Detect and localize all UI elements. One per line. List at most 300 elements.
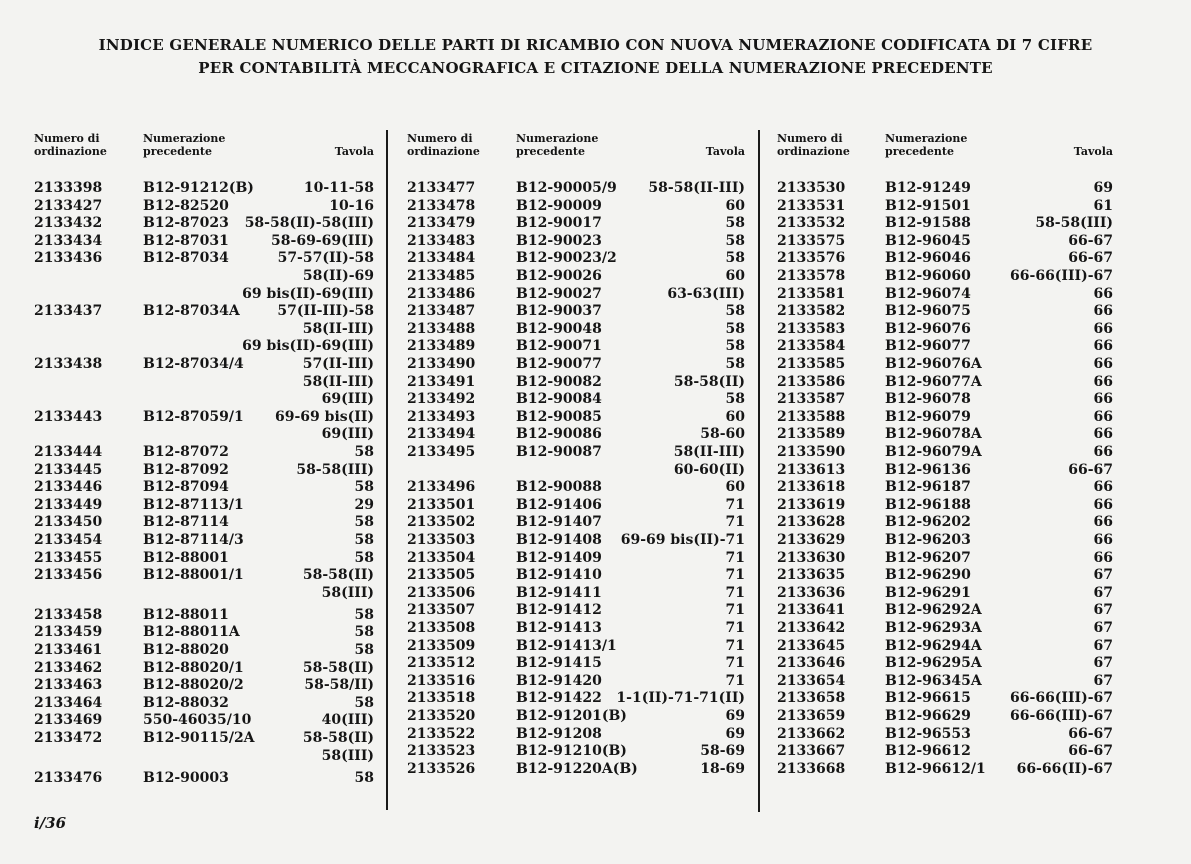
table-row	[34, 729, 374, 747]
table-row	[34, 390, 374, 408]
numerazione-precedente: B12-91412	[516, 602, 602, 619]
numerazione-precedente: B12-96074	[885, 285, 971, 302]
tavola-value: 66-66(III)-67	[1010, 268, 1113, 284]
table-row	[407, 672, 745, 690]
table-row	[407, 601, 745, 619]
numerazione-precedente: B12-96046	[885, 250, 971, 267]
table-row	[34, 769, 374, 787]
table-row	[777, 619, 1113, 637]
tavola-value: 71	[725, 549, 745, 566]
numero-ordinazione: 2133455	[34, 549, 103, 566]
header-numero-line-1: Numero di	[777, 132, 843, 145]
numerazione-precedente: B12-90077	[516, 356, 602, 372]
table-row	[407, 320, 745, 338]
numerazione-precedente: B12-90087	[516, 444, 602, 460]
numerazione-precedente: B12-88001	[143, 549, 229, 566]
tavola-value: 60	[725, 408, 745, 425]
numero-ordinazione: 2133503	[407, 532, 476, 548]
tavola-value: 58(II-III)	[302, 320, 374, 337]
numero-ordinazione: 2133583	[777, 320, 846, 337]
table-row	[407, 461, 745, 479]
tavola-value: 58-58(II)	[302, 567, 374, 584]
header-numerazione	[143, 132, 225, 158]
numero-ordinazione: 2133449	[34, 496, 103, 513]
numero-ordinazione: 2133398	[34, 180, 103, 196]
numero-ordinazione: 2133487	[407, 303, 476, 320]
tavola-value: 58	[725, 320, 745, 337]
table-row	[777, 549, 1113, 567]
tavola-value: 58	[354, 606, 374, 623]
header-numerazione-line-1: Numerazione	[143, 132, 226, 145]
numerazione-precedente: B12-96078A	[885, 426, 982, 443]
numero-ordinazione: 2133437	[34, 303, 103, 320]
tavola-value: 66	[1093, 338, 1113, 355]
tavola-value: 69(III)	[321, 391, 374, 408]
numero-ordinazione: 2133501	[407, 496, 476, 513]
header-numero	[34, 132, 107, 158]
tavola-value: 58	[354, 549, 374, 566]
numero-ordinazione: 2133438	[34, 356, 103, 372]
numerazione-precedente: B12-91210(B)	[516, 743, 627, 760]
tavola-value: 58	[725, 391, 745, 408]
numerazione-precedente: B12-82520	[143, 197, 229, 214]
numerazione-precedente: B12-96291	[885, 584, 971, 601]
table-row	[407, 267, 745, 285]
numero-ordinazione: 2133493	[407, 408, 476, 425]
numero-ordinazione: 2133507	[407, 602, 476, 619]
numero-ordinazione: 2133461	[34, 642, 103, 658]
tavola-value: 66	[1093, 549, 1113, 566]
numerazione-precedente: B12-91212(B)	[143, 180, 254, 196]
numero-ordinazione: 2133456	[34, 567, 103, 584]
tavola-value: 1-1(II)-71-71(II)	[616, 690, 745, 707]
tavola-value: 58-58(II)	[673, 373, 745, 390]
numero-ordinazione: 2133432	[34, 215, 103, 232]
tavola-value: 58	[725, 232, 745, 249]
numerazione-precedente: B12-96202	[885, 514, 971, 531]
table-row	[407, 654, 745, 672]
tavola-value: 58(III)	[321, 747, 374, 764]
numerazione-precedente: B12-88020/1	[143, 659, 244, 676]
numero-ordinazione: 2133518	[407, 690, 476, 707]
tavola-value: 66	[1093, 391, 1113, 408]
table-row	[34, 659, 374, 677]
table-row	[34, 676, 374, 694]
table-row	[407, 355, 745, 373]
table-row	[777, 197, 1113, 215]
numerazione-precedente: B12-96293A	[885, 620, 982, 636]
index-column-3	[777, 132, 1113, 777]
tavola-value: 63-63(III)	[667, 285, 745, 302]
tavola-value: 58-58(III)	[296, 461, 374, 478]
numerazione-precedente: B12-90023/2	[516, 250, 617, 267]
tavola-value: 71	[725, 620, 745, 636]
numero-ordinazione: 2133446	[34, 479, 103, 496]
tavola-value: 66-67	[1068, 461, 1113, 478]
header-numerazione-line-2: precedente	[885, 145, 954, 158]
numero-ordinazione: 2133581	[777, 285, 846, 302]
table-row	[34, 337, 374, 355]
tavola-value: 58	[354, 514, 374, 531]
tavola-value: 58(II-III)	[302, 373, 374, 390]
numero-ordinazione: 2133477	[407, 180, 476, 196]
numerazione-precedente: B12-96292A	[885, 602, 982, 619]
tavola-value: 57(II-III)	[302, 356, 374, 372]
numerazione-precedente: B12-91415	[516, 655, 602, 672]
table-row	[34, 355, 374, 373]
numero-ordinazione: 2133508	[407, 620, 476, 636]
tavola-value: 58-60	[700, 426, 745, 443]
table-row	[777, 461, 1113, 479]
numero-ordinazione: 2133459	[34, 624, 103, 641]
numerazione-precedente: B12-91406	[516, 496, 602, 513]
numero-ordinazione: 2133472	[34, 730, 103, 746]
numero-ordinazione: 2133489	[407, 338, 476, 355]
tavola-value: 71	[725, 672, 745, 689]
table-row	[777, 637, 1113, 655]
table-row	[407, 478, 745, 496]
tavola-value: 69-69 bis(II)	[275, 408, 374, 425]
numero-ordinazione: 2133630	[777, 549, 846, 566]
numerazione-precedente: B12-90017	[516, 215, 602, 232]
tavola-value: 58-58(II)	[302, 659, 374, 676]
header-numerazione-line-2: precedente	[143, 145, 212, 158]
tavola-value: 71	[725, 567, 745, 584]
numero-ordinazione: 2133516	[407, 672, 476, 689]
numerazione-precedente: B12-96207	[885, 549, 971, 566]
table-row	[777, 443, 1113, 461]
numero-ordinazione: 2133589	[777, 426, 846, 443]
numerazione-precedente: B12-88020/2	[143, 677, 244, 694]
numero-ordinazione: 2133658	[777, 690, 846, 707]
table-row	[777, 267, 1113, 285]
table-row	[407, 425, 745, 443]
numero-ordinazione: 2133427	[34, 197, 103, 214]
numero-ordinazione: 2133588	[777, 408, 846, 425]
numero-ordinazione: 2133505	[407, 567, 476, 584]
numero-ordinazione: 2133578	[777, 268, 846, 284]
table-row	[34, 641, 374, 659]
header-numerazione-line-1: Numerazione	[885, 132, 968, 145]
numero-ordinazione: 2133582	[777, 303, 846, 320]
table-row	[34, 285, 374, 303]
tavola-value: 58	[354, 694, 374, 711]
tavola-value: 66-66(III)-67	[1010, 690, 1113, 707]
tavola-value: 58	[725, 338, 745, 355]
header-numerazione-line-2: precedente	[516, 145, 585, 158]
numero-ordinazione: 2133520	[407, 708, 476, 724]
table-row	[777, 337, 1113, 355]
tavola-value: 71	[725, 637, 745, 654]
numerazione-precedente: B12-87034A	[143, 303, 240, 320]
tavola-value: 66	[1093, 514, 1113, 531]
tavola-value: 69	[1093, 180, 1113, 196]
numero-ordinazione: 2133523	[407, 743, 476, 760]
numerazione-precedente: B12-96076A	[885, 356, 982, 372]
numero-ordinazione: 2133587	[777, 391, 846, 408]
table-row	[34, 443, 374, 461]
numerazione-precedente: B12-96612	[885, 743, 971, 760]
tavola-value: 66	[1093, 373, 1113, 390]
numerazione-precedente: B12-88032	[143, 694, 229, 711]
page-title-line-1: INDICE GENERALE NUMERICO DELLE PARTI DI RICAMBIO CON NUOVA NUMERAZIONE CODIFICATA DI 7 CIFRE	[98, 36, 1093, 54]
numerazione-precedente: B12-88011	[143, 606, 229, 623]
tavola-value: 67	[1093, 637, 1113, 654]
numerazione-precedente: B12-90071	[516, 338, 602, 355]
tavola-value: 58(II-III)	[673, 444, 745, 460]
table-row	[34, 496, 374, 514]
numero-ordinazione: 2133488	[407, 320, 476, 337]
column-divider	[386, 130, 388, 810]
table-row	[407, 197, 745, 215]
tavola-value: 10-16	[329, 197, 374, 214]
tavola-value: 58	[354, 444, 374, 460]
tavola-value: 66	[1093, 496, 1113, 513]
column-header	[34, 132, 374, 176]
table-row	[34, 373, 374, 391]
numerazione-precedente: B12-87031	[143, 232, 229, 249]
table-row	[407, 443, 745, 461]
tavola-value: 58-58(II-III)	[648, 180, 745, 196]
header-numero-line-2: ordinazione	[407, 145, 480, 158]
table-row	[407, 725, 745, 743]
numerazione-precedente: B12-96076	[885, 320, 971, 337]
numerazione-precedente: B12-96075	[885, 303, 971, 320]
tavola-value: 58-58(III)	[1035, 215, 1113, 232]
table-row	[407, 619, 745, 637]
tavola-value: 58-69	[700, 743, 745, 760]
numero-ordinazione: 2133641	[777, 602, 846, 619]
numerazione-precedente: B12-87059/1	[143, 408, 244, 425]
tavola-value: 18-69	[700, 760, 745, 777]
numero-ordinazione: 2133494	[407, 426, 476, 443]
numerazione-precedente: B12-96295A	[885, 655, 982, 672]
numerazione-precedente: B12-91249	[885, 180, 971, 196]
tavola-value: 60	[725, 479, 745, 496]
table-row	[34, 179, 374, 197]
numerazione-precedente: B12-91413/1	[516, 637, 617, 654]
table-row	[777, 531, 1113, 549]
numero-ordinazione: 2133619	[777, 496, 846, 513]
tavola-value: 58	[725, 356, 745, 372]
table-row	[777, 373, 1113, 391]
table-row	[407, 584, 745, 602]
tavola-value: 58	[354, 624, 374, 641]
tavola-value: 69	[725, 708, 745, 724]
table-row	[34, 302, 374, 320]
numerazione-precedente: B12-91410	[516, 567, 602, 584]
tavola-value: 66	[1093, 285, 1113, 302]
numerazione-precedente: B12-90115/2A	[143, 730, 255, 746]
column-header	[407, 132, 745, 176]
numero-ordinazione: 2133436	[34, 250, 103, 267]
column-header	[777, 132, 1113, 176]
tavola-value: 29	[354, 496, 374, 513]
tavola-value: 67	[1093, 584, 1113, 601]
tavola-value: 67	[1093, 655, 1113, 672]
table-row	[407, 373, 745, 391]
numero-ordinazione: 2133492	[407, 391, 476, 408]
numerazione-precedente: B12-87072	[143, 444, 229, 460]
numerazione-precedente: B12-90005/9	[516, 180, 617, 196]
tavola-value: 66-67	[1068, 232, 1113, 249]
tavola-value: 71	[725, 584, 745, 601]
tavola-value: 40(III)	[321, 712, 374, 729]
numerazione-precedente: B12-88001/1	[143, 567, 244, 584]
numero-ordinazione: 2133628	[777, 514, 846, 531]
table-row	[34, 623, 374, 641]
numero-ordinazione: 2133662	[777, 725, 846, 742]
numero-ordinazione: 2133502	[407, 514, 476, 531]
table-row	[34, 232, 374, 250]
tavola-value: 66	[1093, 320, 1113, 337]
table-row	[407, 689, 745, 707]
numero-ordinazione: 2133635	[777, 567, 846, 584]
tavola-value: 66	[1093, 408, 1113, 425]
table-row	[777, 390, 1113, 408]
table-row	[407, 337, 745, 355]
table-row	[777, 302, 1113, 320]
numero-ordinazione: 2133654	[777, 672, 846, 689]
table-row	[777, 232, 1113, 250]
numerazione-precedente: B12-96187	[885, 479, 971, 496]
table-row	[34, 566, 374, 584]
table-row	[34, 425, 374, 443]
tavola-value: 69-69 bis(II)-71	[620, 532, 745, 548]
tavola-value: 58	[354, 769, 374, 786]
tavola-value: 58-58/II)	[304, 677, 374, 694]
tavola-value: 67	[1093, 567, 1113, 584]
numerazione-precedente: B12-96079	[885, 408, 971, 425]
numero-ordinazione: 2133618	[777, 479, 846, 496]
table-row	[777, 320, 1113, 338]
numerazione-precedente: B12-96136	[885, 461, 971, 478]
numerazione-precedente: B12-91411	[516, 584, 602, 601]
numerazione-precedente: B12-88011A	[143, 624, 240, 641]
tavola-value: 67	[1093, 620, 1113, 636]
numerazione-precedente: B12-87023	[143, 215, 229, 232]
table-row	[407, 513, 745, 531]
table-row	[34, 513, 374, 531]
numero-ordinazione: 2133450	[34, 514, 103, 531]
tavola-value: 60	[725, 268, 745, 284]
numero-ordinazione: 2133584	[777, 338, 846, 355]
numero-ordinazione: 2133586	[777, 373, 846, 390]
numerazione-precedente: B12-96188	[885, 496, 971, 513]
numero-ordinazione: 2133636	[777, 584, 846, 601]
tavola-value: 58(II)-69	[302, 268, 374, 284]
table-row	[777, 725, 1113, 743]
table-row	[777, 355, 1113, 373]
table-row	[407, 566, 745, 584]
numero-ordinazione: 2133476	[34, 769, 103, 786]
numero-ordinazione: 2133454	[34, 532, 103, 548]
numerazione-precedente: B12-88020	[143, 642, 229, 658]
header-numero	[407, 132, 480, 158]
numero-ordinazione: 2133469	[34, 712, 103, 729]
numerazione-precedente: B12-91409	[516, 549, 602, 566]
numero-ordinazione: 2133629	[777, 532, 846, 548]
tavola-value: 57(II-III)-58	[277, 303, 374, 320]
numerazione-precedente: B12-96203	[885, 532, 971, 548]
tavola-value: 66	[1093, 356, 1113, 372]
table-row	[407, 390, 745, 408]
table-row	[777, 742, 1113, 760]
numerazione-precedente: B12-87094	[143, 479, 229, 496]
table-row	[407, 637, 745, 655]
page-number: i/36	[34, 814, 67, 832]
tavola-value: 66	[1093, 426, 1113, 443]
numero-ordinazione: 2133667	[777, 743, 846, 760]
numerazione-precedente: B12-87034/4	[143, 356, 244, 372]
table-row	[34, 531, 374, 549]
numero-ordinazione: 2133576	[777, 250, 846, 267]
numerazione-precedente: B12-90085	[516, 408, 602, 425]
column-divider	[758, 130, 760, 812]
table-row	[777, 654, 1113, 672]
tavola-value: 69	[725, 725, 745, 742]
numero-ordinazione: 2133668	[777, 760, 846, 777]
numerazione-precedente: B12-87114/3	[143, 532, 244, 548]
table-row	[34, 549, 374, 567]
numero-ordinazione: 2133444	[34, 444, 103, 460]
table-row	[407, 549, 745, 567]
numerazione-precedente: B12-96077	[885, 338, 971, 355]
table-row	[407, 742, 745, 760]
numero-ordinazione: 2133443	[34, 408, 103, 425]
table-row	[407, 249, 745, 267]
header-numero-line-1: Numero di	[34, 132, 100, 145]
numero-ordinazione: 2133645	[777, 637, 846, 654]
numerazione-precedente: B12-91501	[885, 197, 971, 214]
numerazione-precedente: B12-90023	[516, 232, 602, 249]
table-row	[407, 760, 745, 778]
numero-ordinazione: 2133613	[777, 461, 846, 478]
table-row	[777, 179, 1113, 197]
tavola-value: 66	[1093, 532, 1113, 548]
numero-ordinazione: 2133522	[407, 725, 476, 742]
numero-ordinazione: 2133530	[777, 180, 846, 196]
tavola-value: 66-66(III)-67	[1010, 708, 1113, 724]
numerazione-precedente: B12-90088	[516, 479, 602, 496]
numero-ordinazione: 2133434	[34, 232, 103, 249]
numero-ordinazione: 2133526	[407, 760, 476, 777]
table-row	[407, 179, 745, 197]
numerazione-precedente: B12-90048	[516, 320, 602, 337]
numerazione-precedente: B12-87113/1	[143, 496, 244, 513]
tavola-value: 71	[725, 655, 745, 672]
numerazione-precedente: B12-91220A(B)	[516, 760, 638, 777]
table-row	[34, 747, 374, 765]
tavola-value: 66-67	[1068, 743, 1113, 760]
numerazione-precedente: B12-87092	[143, 461, 229, 478]
numero-ordinazione: 2133490	[407, 356, 476, 372]
tavola-value: 58	[354, 532, 374, 548]
table-row	[407, 302, 745, 320]
numerazione-precedente: B12-96612/1	[885, 760, 986, 777]
table-row	[407, 531, 745, 549]
page-title-line-2: PER CONTABILITÀ MECCANOGRAFICA E CITAZIONE DELLA NUMERAZIONE PRECEDENTE	[198, 59, 993, 77]
numerazione-precedente: B12-91407	[516, 514, 602, 531]
tavola-value: 57-57(II)-58	[277, 250, 374, 267]
tavola-value: 66-67	[1068, 725, 1113, 742]
numerazione-precedente: B12-90082	[516, 373, 602, 390]
numero-ordinazione: 2133506	[407, 584, 476, 601]
numerazione-precedente: B12-96045	[885, 232, 971, 249]
numerazione-precedente: B12-96077A	[885, 373, 982, 390]
numero-ordinazione: 2133495	[407, 444, 476, 460]
index-column-1	[34, 132, 374, 786]
